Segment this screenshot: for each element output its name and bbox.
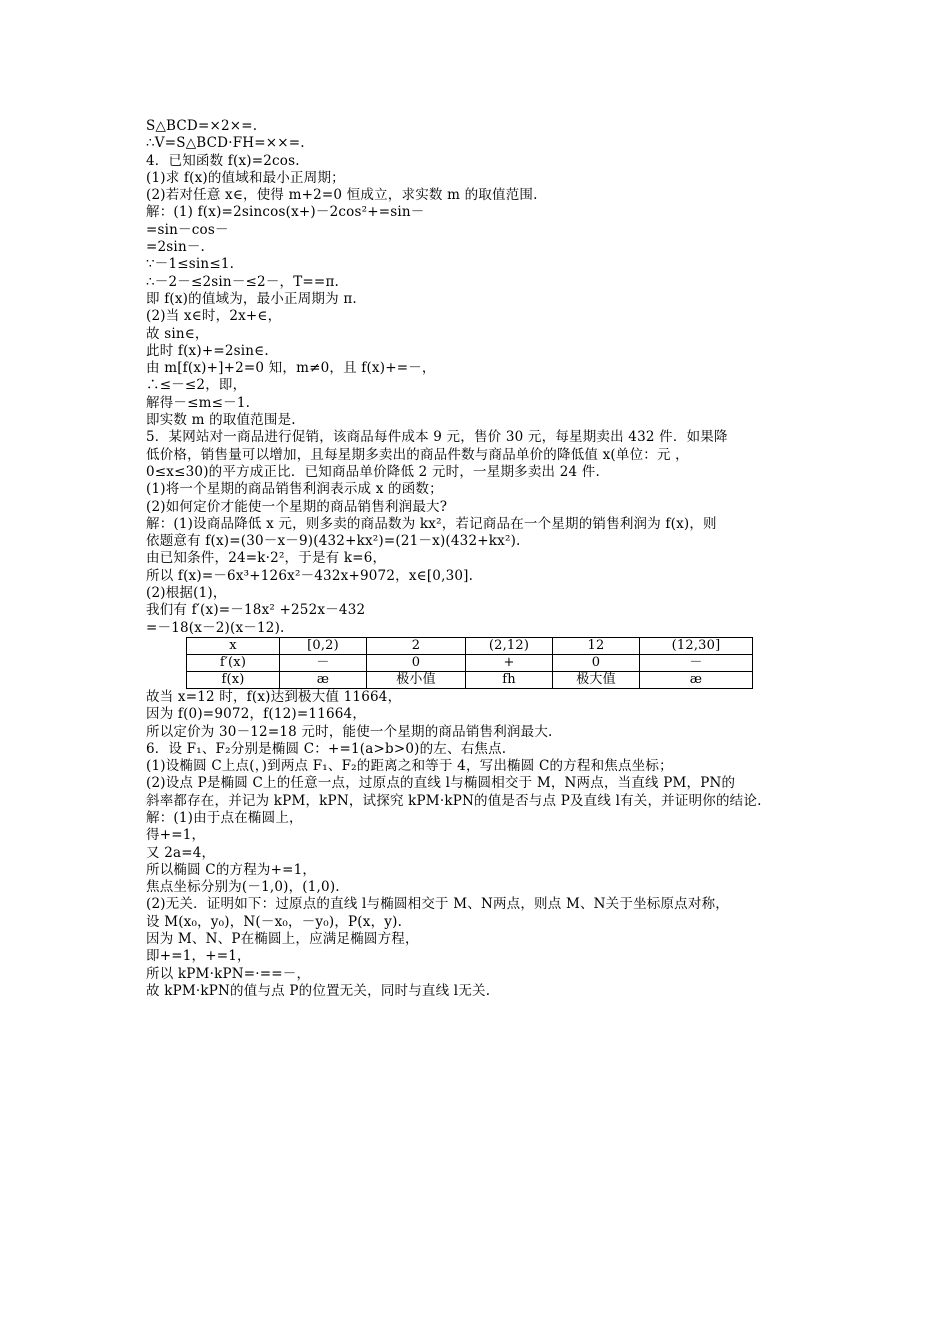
table-cell: 极小值 [367,671,466,688]
table-cell: 极大值 [553,671,640,688]
text-line: 所以 f(x)=－6x³+126x²－432x+9072，x∈[0,30]. [146,567,474,584]
text-line: (1)设椭圆 C上点(，)到两点 F₁、F₂的距离之和等于 4，写出椭圆 C的方程和焦点坐标； [146,758,673,775]
table-cell: 2 [367,637,466,654]
table-cell: － [640,654,753,671]
table-cell: － [280,654,367,671]
text-line: ∴V=S△BCD·FH=××=. [146,135,305,152]
text-line: (2)无关．证明如下：过原点的直线 l与椭圆相交于 M、N两点，则点 M、N关于坐标原点对称， [146,896,729,913]
text-line: 所以定价为 30－12=18 元时，能使一个星期的商品销售利润最大. [146,723,553,740]
table-row [187,654,753,671]
text-line: (2)设点 P是椭圆 C上的任意一点，过原点的直线 l与椭圆相交于 M，N两点，当直线 PM，PN的 [146,775,736,792]
text-line: 我们有 f′(x)=－18x² +252x－432 [146,602,366,619]
text-line: 故当 x=12 时，f(x)达到极大值 11664， [146,688,402,705]
text-line: 由 m[f(x)+]+2=0 知，m≠0，且 f(x)+=－， [146,360,436,377]
table-cell: f′(x) [187,654,280,671]
solution-text-bottom [146,689,826,1000]
text-line: 低价格，销售量可以增加，且每星期多卖出的商品件数与商品单价的降低值 x(单位：元 ， [146,446,689,463]
table-cell: fh [466,671,553,688]
text-line: 又 2a=4， [146,844,216,861]
text-line: 因为 f(0)=9072，f(12)=11664， [146,706,367,723]
text-line: ∵－1≤sin≤1. [146,256,235,273]
text-line: 解：(1)由于点在椭圆上， [146,809,303,826]
text-line: (2)如何定价才能使一个星期的商品销售利润最大? [146,498,448,515]
text-line: (2)若对任意 x∈，使得 m+2=0 恒成立，求实数 m 的取值范围. [146,187,538,204]
derivative-sign-table [186,637,753,689]
text-line: 解得－≤m≤－1. [146,394,251,411]
text-line: 设 M(x₀，y₀)，N(－x₀，－y₀)，P(x，y). [146,913,403,930]
document-body [146,118,826,1000]
text-line: 得+=1， [146,827,206,844]
text-line: 解：(1) f(x)=2sincos(x+)－2cos²+=sin－ [146,204,425,221]
text-line: (2)根据(1)， [146,585,227,602]
text-line: 因为 M、N、P在椭圆上，应满足椭圆方程， [146,931,419,948]
table-cell: x [187,637,280,654]
text-line: 即实数 m 的取值范围是. [146,412,296,429]
text-line: 解：(1)设商品降低 x 元，则多卖的商品数为 kx²，若记商品在一个星期的销售利润为 f(x)，则 [146,515,717,532]
table-cell: æ [280,671,367,688]
text-line: (1)求 f(x)的值域和最小正周期； [146,169,345,186]
table-cell: [0,2) [280,637,367,654]
text-line: 故 sin∈， [146,325,209,342]
table-cell: (12,30] [640,637,753,654]
text-line: ∴≤－≤2，即， [146,377,247,394]
table-cell: + [466,654,553,671]
text-line: 即+=1，+=1， [146,948,251,965]
text-line: 焦点坐标分别为(－1,0)，(1,0). [146,879,340,896]
text-line: 依题意有 f(x)=(30－x－9)(432+kx²)=(21－x)(432+kx²). [146,533,521,550]
table-cell: æ [640,671,753,688]
text-line: 斜率都存在，并记为 kPM，kPN，试探究 kPM·kPN的值是否与点 P及直线 l有关，并证明你的结论. [146,792,762,809]
table-cell: 12 [553,637,640,654]
text-line: 故 kPM·kPN的值与点 P的位置无关，同时与直线 l无关. [146,982,491,999]
table-cell: 0 [553,654,640,671]
text-line: 所以椭圆 C的方程为+=1， [146,861,317,878]
text-line: (2)当 x∈时，2x+∈， [146,308,282,325]
table-cell: 0 [367,654,466,671]
text-line: 5．某网站对一商品进行促销，该商品每件成本 9 元，售价 30 元，每星期卖出 432 件．如果降 [146,429,728,446]
text-line: 4．已知函数 f(x)=2cos. [146,152,300,169]
text-line: 由已知条件，24=k·2²，于是有 k=6， [146,550,387,567]
table-row [187,637,753,654]
text-line: =－18(x－2)(x－12). [146,619,285,636]
text-line: (1)将一个星期的商品销售利润表示成 x 的函数； [146,481,443,498]
text-line: 此时 f(x)+=2sin∈. [146,342,269,359]
text-line: S△BCD=×2×=. [146,118,258,134]
text-line: =2sin－. [146,239,206,256]
text-line: 所以 kPM·kPN=·==－， [146,965,311,982]
solution-text-top [146,118,826,637]
table-row [187,671,753,688]
table-cell: f(x) [187,671,280,688]
text-line: 6．设 F₁、F₂分别是椭圆 C：+=1(a>b>0)的左、右焦点. [146,740,507,757]
text-line: 0≤x≤30)的平方成正比．已知商品单价降低 2 元时，一星期多卖出 24 件. [146,463,600,480]
text-line: ∴－2－≤2sin－≤2－，T==π. [146,273,340,290]
text-line: 即 f(x)的值域为，最小正周期为 π. [146,290,357,307]
table-cell: (2,12) [466,637,553,654]
text-line: =sin－cos－ [146,221,229,238]
